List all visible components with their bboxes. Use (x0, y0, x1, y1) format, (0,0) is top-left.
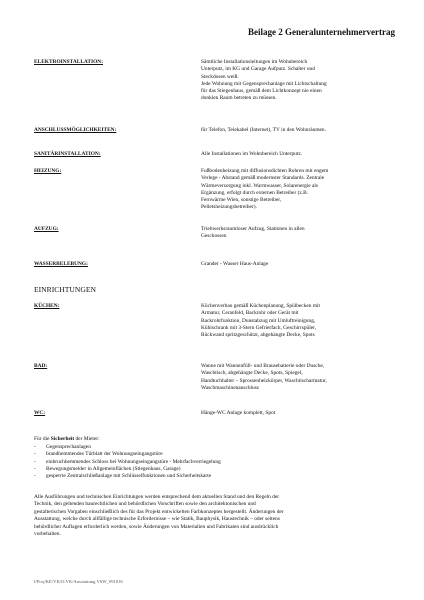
text-line: Sämtliche Installationsleitungen im Wohnbereich (201, 59, 308, 65)
security-intro (34, 436, 100, 443)
text-line: dunklen Raum betreten zu müssen. (201, 95, 277, 102)
paragraph-line: vorbehalten. (34, 531, 61, 538)
security-intro-suffix: der Mieter: (74, 436, 100, 442)
text-line: Alle Installationen im Wohnbereich Unterputz. (201, 151, 303, 157)
text-line: Armatur, Ceranfeld, Backrohr oder Gerät mit (201, 310, 299, 317)
text-line: Geschossen (201, 233, 227, 240)
section-text (201, 168, 393, 212)
text-line: Steckdosen weiß. (201, 73, 239, 80)
list-item: - Bewegungsmelder in Allgemeinflächen (Stiegenhaus, Garage) (34, 466, 221, 473)
section-text (201, 127, 393, 134)
text-line: Grander - Wasser Haus-Anlage (201, 261, 269, 267)
section-label: KÜCHEN: (34, 303, 60, 309)
page-title: Beilage 2 Generalunternehmervertrag (248, 27, 395, 37)
footer-path: I/Proj/KE/VK/O.VK/Ausstattung VSW_091016 (34, 579, 123, 584)
section-label: WC: (34, 410, 46, 416)
security-list (34, 444, 221, 480)
section-label: HEIZUNG: (34, 168, 62, 174)
text-line: Fernwärme Wien, sonstige Betreiber, (201, 197, 282, 204)
text-line: Hänge-WC Anlage komplett, Spot (201, 410, 276, 416)
text-line: Unterputz, im KG und Garage Aufputz. Schalter und (201, 66, 315, 73)
paragraph-line: gestalterischen Vorgaben einschließlich des für das Projekt entwickelten Farbkonzeptes hergestellt. Änderungen der (34, 508, 284, 515)
text-line: für das Stiegenhaus, gemäß dem Lichtkonzept nie einen (201, 88, 322, 95)
text-line: Verlege - Abstand gemäß modernster Standards. Zentrale (201, 175, 325, 182)
text-line: Kühlschrank mit 3-Stern Gefrierfach, Geschirrspüler, (201, 324, 317, 331)
section-label: BAD: (34, 363, 48, 369)
text-line: Wanne mit Wannenfüll- und Brausebatterie oder Dusche, (201, 363, 325, 369)
text-line: Waschtisch, abgehängte Decke, Spots, Spiegel, (201, 370, 303, 377)
security-intro-bold: Sicherheit (50, 436, 75, 442)
text-line: Ergänzung, erfolgt durch externen Betreiber (z.B. (201, 189, 309, 196)
list-item: - brandhemmendes Türblatt der Wohnungseingangstüre (34, 451, 221, 458)
section-text (201, 151, 393, 158)
section-text (201, 410, 393, 417)
closing-paragraph (34, 494, 390, 538)
text-line: Waschmaschinenanschluss (201, 384, 259, 391)
list-item: - gesperrte Zentralschließanlage mit Schlüsselfunktionen und Sicherheitskarte (34, 473, 221, 480)
section-text (201, 363, 393, 392)
section-text (201, 59, 393, 103)
paragraph-line: Alle Ausführungen und technischen Einrichtungen werden entsprechend dem aktuellen Stand und den Regeln der (34, 494, 280, 500)
section-text (201, 303, 393, 339)
section-text (201, 261, 393, 268)
paragraph-line: Technik, den geltenden baurechtlichen und behördlichen Vorschriften sowie den architektonischen und (34, 501, 256, 508)
text-line: Pelletsheizungsbetreiber). (201, 204, 257, 211)
text-line: Triebwerksraumloser Aufzug, Stationen in allen (201, 226, 305, 232)
section-label: SANITÄRINSTALLATION: (34, 151, 101, 157)
paragraph-line: behördlicher Auflagen erforderlich werden, sowie Änderungen von Materialien und Fabrikaten sind ausdrücklich (34, 523, 279, 530)
section-label: ELEKTROINSTALLATION: (34, 59, 103, 65)
list-item: - Gegensprechanlagen (34, 444, 221, 451)
section-label: ANSCHLUSSMÖGLICHKEITEN: (34, 127, 117, 133)
text-line: Backrohrfunktion, Dunstabzug mit Umluftreinigung, (201, 317, 316, 324)
section-text (201, 226, 393, 241)
text-line: Küchenverbau gemäß Küchenplanung, Spülbecken mit (201, 303, 321, 309)
text-line: Handtuchhalter – Sprossenheizkörper, Waschtischarmatur, (201, 377, 327, 384)
text-line: Fußbodenheizung mit diffusionsdichten Rohren mit engem (201, 168, 329, 174)
text-line: für Telefon, Telekabel (Internet), TV in den Wohnräumen. (201, 127, 326, 133)
section-label: AUFZUG: (34, 226, 59, 232)
einrichtungen-heading: EINRICHTUNGEN (34, 285, 97, 294)
text-line: Rückwand spritzgeschützt, abgehängte Decke, Spots (201, 332, 315, 339)
text-line: Wärmeversorgung inkl. Warmwasser, Solarenergie als (201, 182, 319, 189)
list-item: - einbruchhemmendes Schloss bei Wohnungseingangstüre - Mehrfachverriegelung (34, 459, 221, 466)
section-label: WASSERBELEBUNG: (34, 261, 88, 267)
text-line: Jede Wohnung mit Gegensprechanlage mit Lichtschaltung (201, 80, 327, 87)
security-intro-prefix: Für die (34, 436, 51, 442)
paragraph-line: Ausstattung, welche durch allfällige technische Erfordernisse – wie Statik, Bauphysik, Haustechnik – oder seitens (34, 516, 280, 523)
